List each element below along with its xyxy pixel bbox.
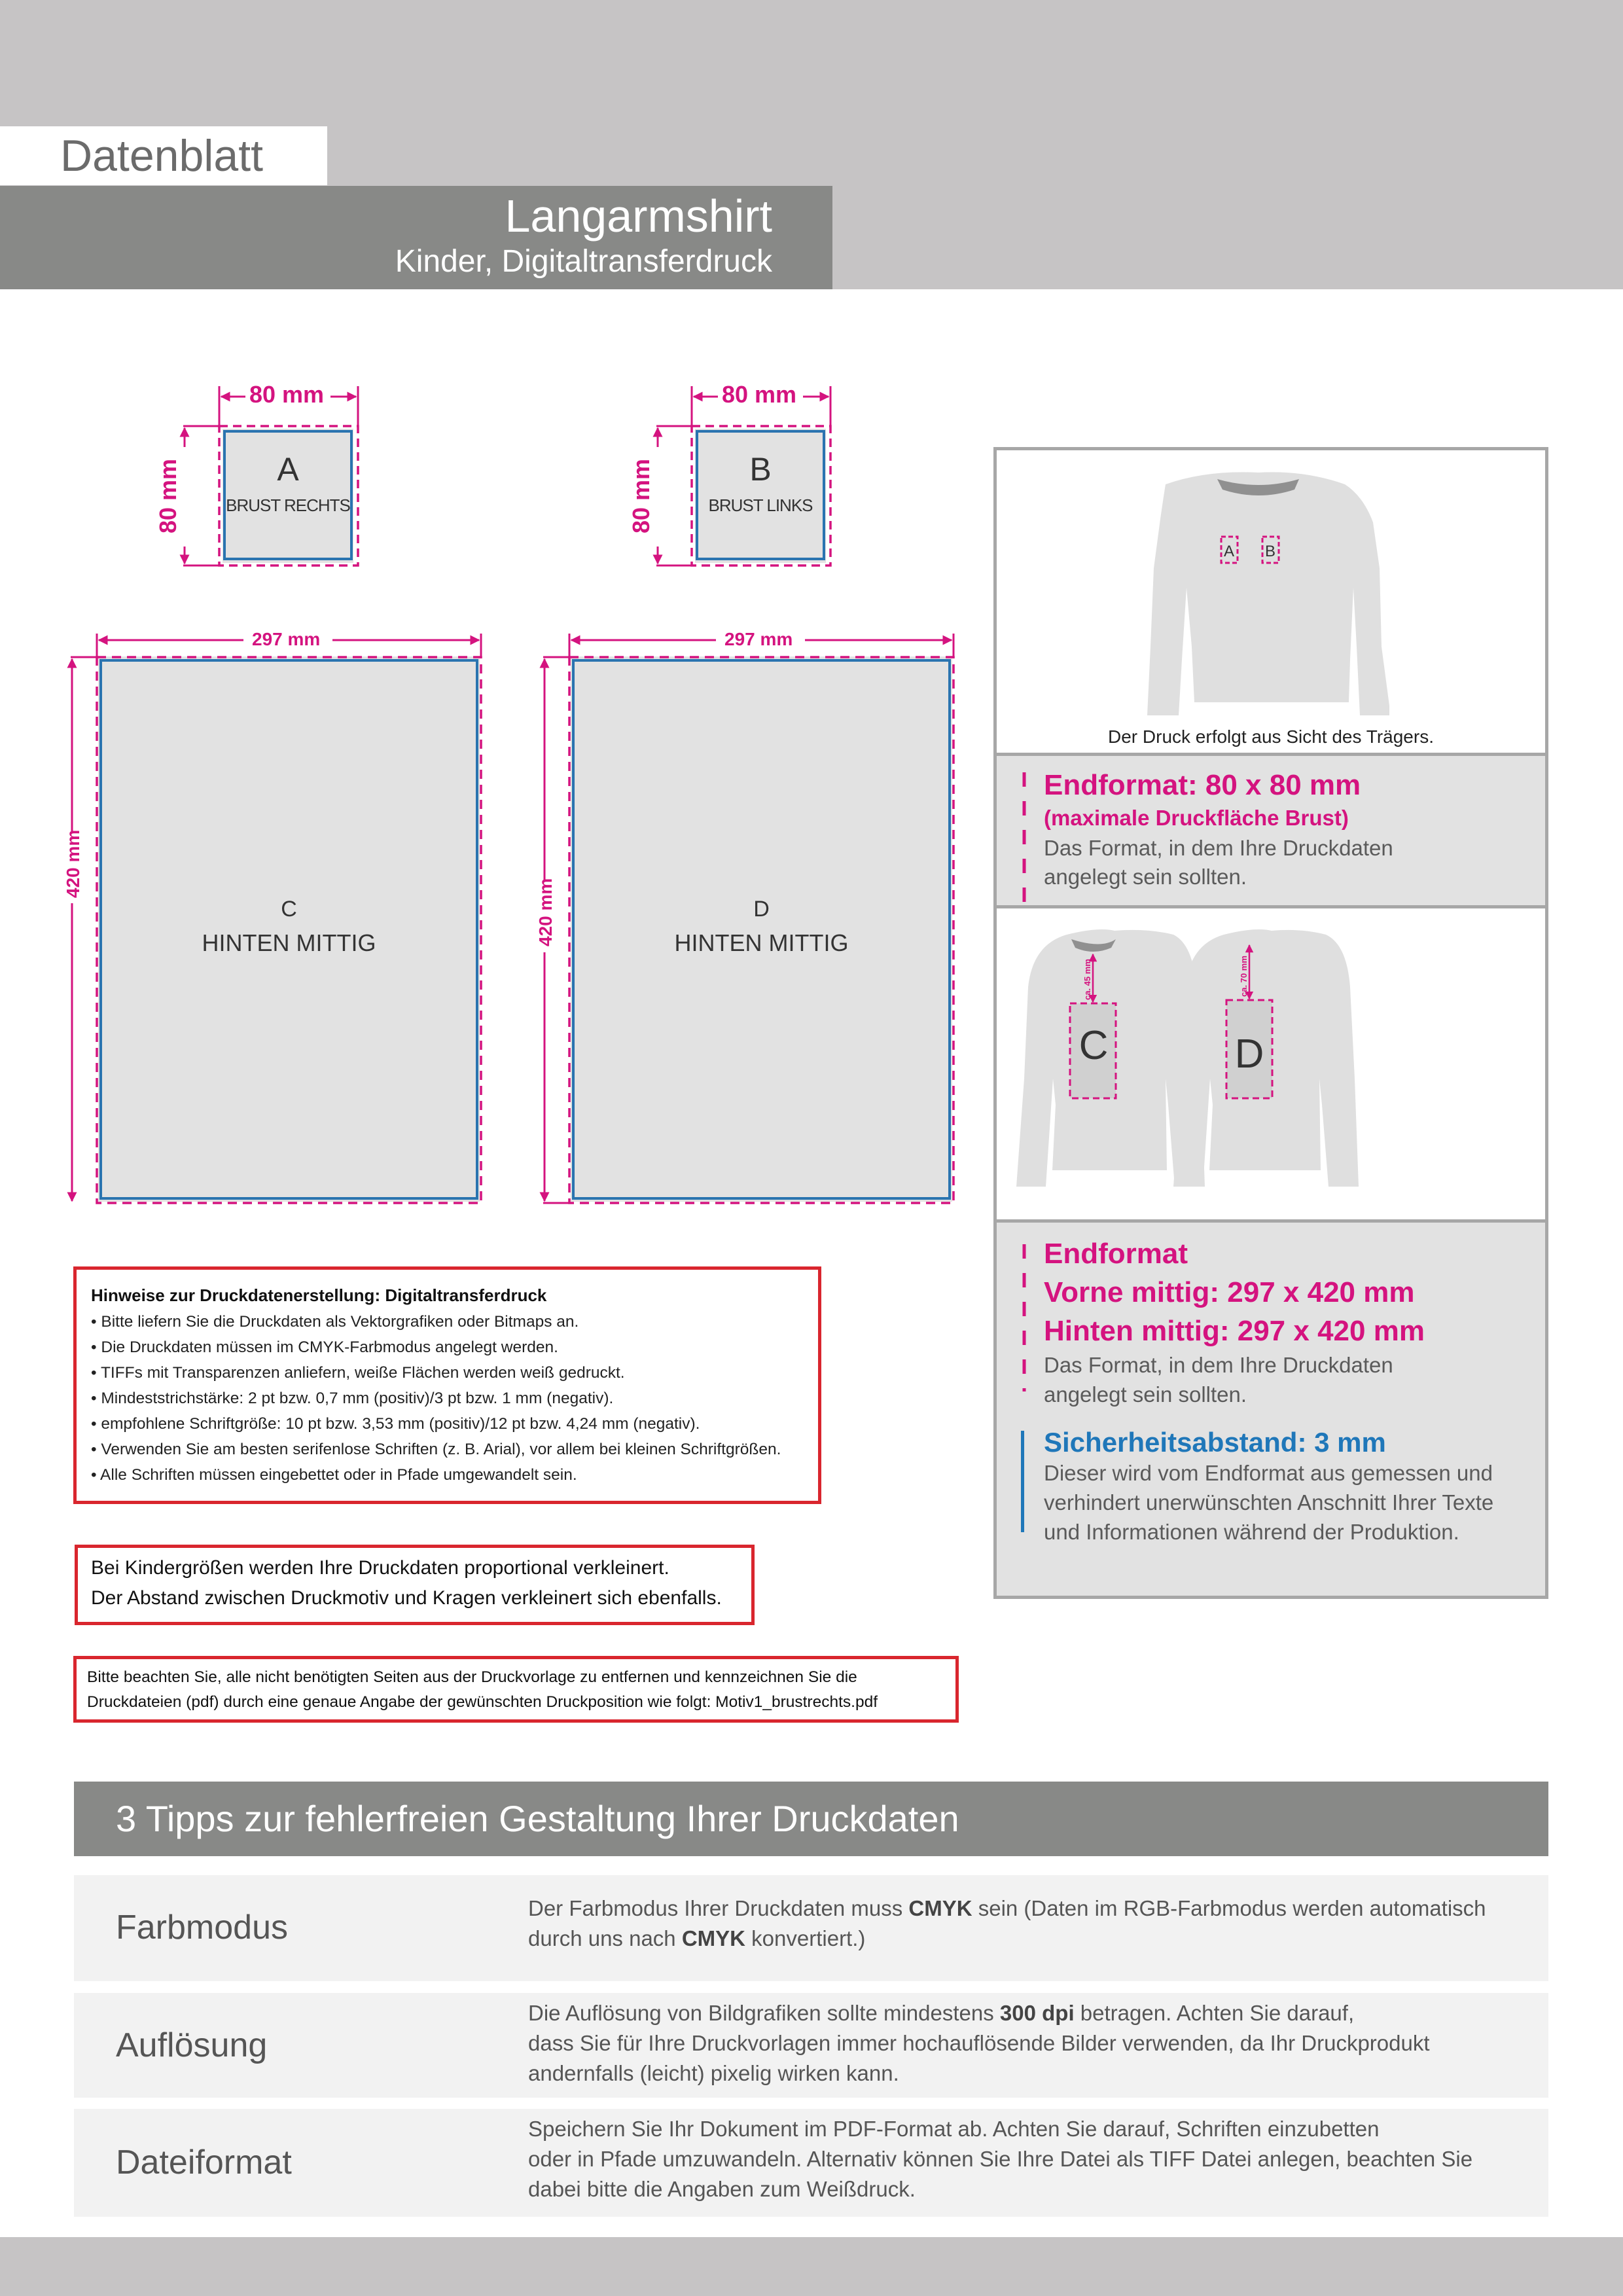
area-b-name: BRUST LINKS [708, 495, 813, 515]
tip-row-aufloesung [74, 1993, 1548, 2098]
notes-item: • TIFFs mit Transparenzen anliefern, weiße Flächen werden weiß gedruckt. [91, 1364, 625, 1382]
product-title: Langarmshirt [505, 190, 772, 242]
distance-label-c: ca. 45 mm [1082, 959, 1092, 1000]
dim-width-d: 297 mm [724, 629, 793, 649]
endformat-front: Vorne mittig: 297 x 420 mm [1044, 1276, 1415, 1308]
area-d-name: HINTEN MITTIG [674, 929, 849, 956]
endformat-heading: Endformat [1044, 1238, 1188, 1270]
front-marker-b: B [1264, 543, 1276, 560]
tips-header [74, 1782, 1548, 1856]
tip-text-line: Die Auflösung von Bildgrafiken sollte mindestens 300 dpi betragen. Achten Sie darauf, [528, 2001, 1355, 2025]
shirt-back-illustrations [997, 908, 1545, 1219]
safety-heading: Sicherheitsabstand: 3 mm [1044, 1427, 1386, 1458]
print-area-diagrams [0, 367, 982, 1217]
tip-name: Farbmodus [116, 1909, 288, 1946]
kids-note-line-2: Der Abstand zwischen Druckmotiv und Kragen verkleinert sich ebenfalls. [91, 1587, 722, 1609]
magenta-dashed-marker [1021, 772, 1027, 903]
print-data-notes-box [73, 1266, 821, 1504]
document-type-title: Datenblatt [60, 131, 263, 181]
front-view-section [993, 447, 1548, 756]
tip-text-line: andernfalls (leicht) pixelig wirken kann. [528, 2061, 899, 2085]
tip-name: Auflösung [116, 2026, 268, 2064]
chest-format-heading: Endformat: 80 x 80 mm [1044, 769, 1361, 801]
dim-width-c: 297 mm [252, 629, 321, 649]
area-c-letter: C [281, 897, 297, 922]
chest-format-subheading: (maximale Druckfläche Brust) [1044, 806, 1349, 830]
dim-height-d: 420 mm [535, 878, 556, 946]
endformat-text-1: Das Format, in dem Ihre Druckdaten [1044, 1353, 1393, 1377]
distance-label-d: ca. 70 mm [1239, 956, 1249, 997]
tip-text-line: Der Farbmodus Ihrer Druckdaten muss CMYK sein (Daten im RGB-Farbmodus werden automatisch [528, 1896, 1486, 1920]
tip-text-line: oder in Pfade umzuwandeln. Alternativ können Sie Ihre Datei als TIFF Datei anlegen, beachten Sie [528, 2147, 1473, 2171]
area-a-name: BRUST RECHTS [226, 495, 350, 515]
product-subtitle: Kinder, Digitaltransferdruck [395, 244, 772, 279]
front-caption: Der Druck erfolgt aus Sicht des Trägers. [1108, 726, 1434, 747]
area-a-letter: A [277, 451, 299, 488]
dim-width-b: 80 mm [722, 381, 797, 408]
tips-title: 3 Tipps zur fehlerfreien Gestaltung Ihrer Druckdaten [116, 1798, 959, 1839]
safety-text-3: und Informationen während der Produktion. [1044, 1520, 1459, 1544]
chest-format-text-1: Das Format, in dem Ihre Druckdaten [1044, 836, 1393, 860]
notes-item: • Alle Schriften müssen eingebettet oder in Pfade umgewandelt sein. [91, 1466, 577, 1484]
safety-text-2: verhindert unerwünschten Anschnitt Ihrer Texte [1044, 1490, 1494, 1515]
tip-row-farbmodus [74, 1875, 1548, 1981]
file-naming-note-box [73, 1656, 959, 1723]
safety-text-1: Dieser wird vom Endformat aus gemessen und [1044, 1461, 1493, 1485]
format-and-safety-section [993, 1219, 1548, 1599]
front-marker-a: A [1223, 543, 1235, 560]
file-note-line-2: Druckdateien (pdf) durch eine genaue Angabe der gewünschten Druckposition wie folgt: Motiv1_brustrechts.pdf [87, 1693, 878, 1711]
right-info-panel [993, 447, 1548, 1599]
notes-item: • Mindeststrichstärke: 2 pt bzw. 0,7 mm (positiv)/3 pt bzw. 1 mm (negativ). [91, 1390, 614, 1407]
area-d-letter: D [753, 897, 770, 922]
tip-text-line: durch uns nach CMYK konvertiert.) [528, 1926, 866, 1950]
dim-height-a: 80 mm [154, 458, 181, 533]
endformat-back: Hinten mittig: 297 x 420 mm [1044, 1315, 1425, 1347]
back-view-section [993, 905, 1548, 1223]
tip-text-line: Speichern Sie Ihr Dokument im PDF-Format ab. Achten Sie darauf, Schriften einzubetten [528, 2117, 1380, 2141]
notes-list [91, 1309, 781, 1488]
notes-item: • Bitte liefern Sie die Druckdaten als Vektorgrafiken oder Bitmaps an. [91, 1313, 579, 1331]
area-b-letter: B [749, 451, 772, 488]
file-note-line-1: Bitte beachten Sie, alle nicht benötigten Seiten aus der Druckvorlage zu entfernen und kennzeichnen Sie die [87, 1668, 857, 1686]
notes-item: • Verwenden Sie am besten serifenlose Schriften (z. B. Arial), vor allem bei kleinen Schriftgrößen. [91, 1441, 781, 1458]
shirt-front-illustration [997, 450, 1545, 753]
blue-marker [1021, 1431, 1024, 1532]
tip-text-line: dass Sie für Ihre Druckvorlagen immer hochauflösende Bilder verwenden, da Ihr Druckprodukt [528, 2031, 1430, 2055]
magenta-dashed-marker [1021, 1244, 1027, 1391]
chest-format-section [993, 753, 1548, 908]
dim-height-b: 80 mm [628, 458, 654, 533]
dim-height-c: 420 mm [63, 829, 83, 898]
notes-title: Hinweise zur Druckdatenerstellung: Digitaltransferdruck [91, 1285, 547, 1305]
kids-note-line-1: Bei Kindergrößen werden Ihre Druckdaten proportional verkleinert. [91, 1557, 669, 1579]
back-marker-d: D [1234, 1031, 1264, 1077]
area-c-name: HINTEN MITTIG [202, 929, 376, 956]
back-marker-c: C [1079, 1023, 1109, 1068]
tip-name: Dateiformat [116, 2144, 292, 2181]
kids-size-note-box [75, 1545, 755, 1625]
tip-row-dateiformat [74, 2109, 1548, 2217]
tip-text-line: dabei bitte die Angaben zum Weißdruck. [528, 2177, 916, 2201]
bottom-bar [0, 2237, 1623, 2296]
notes-item: • empfohlene Schriftgröße: 10 pt bzw. 3,53 mm (positiv)/12 pt bzw. 4,24 mm (negativ). [91, 1415, 700, 1433]
dim-width-a: 80 mm [249, 381, 325, 408]
chest-format-text-2: angelegt sein sollten. [1044, 865, 1247, 889]
endformat-text-2: angelegt sein sollten. [1044, 1382, 1247, 1407]
notes-item: • Die Druckdaten müssen im CMYK-Farbmodus angelegt werden. [91, 1338, 558, 1356]
